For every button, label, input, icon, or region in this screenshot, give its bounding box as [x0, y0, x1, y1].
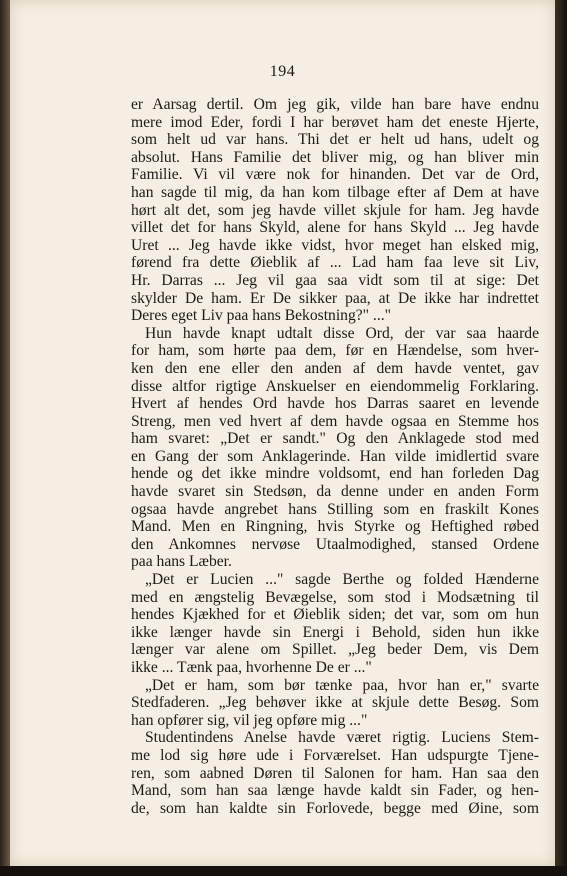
text-line: en Gang der som Anklagerinde. Han vilde imidlertid svare [131, 447, 539, 465]
text-line: Mand, som han saa længe havde kaldt sin Fader, og hen- [131, 782, 539, 800]
text-line: Stedfaderen. „Jeg behøver ikke at skjule dette Besøg. Som [131, 694, 539, 712]
text-line: ogsaa havde angrebet hans Stilling som en fraskilt Kones [131, 500, 539, 518]
text-line: hendes Kjækhed for et Øieblik siden; det var, som om hun [131, 606, 539, 624]
text-line: hørt alt det, som jeg havde villet skjule for ham. Jeg havde [131, 201, 539, 219]
text-line: de, som han kaldte sin Forlovede, begge med Øine, som [131, 799, 539, 817]
text-line: Hr. Darras ... Jeg vil gaa saa vidt som til at sige: Det [131, 271, 539, 289]
text-line: ken den ene eller den anden af dem havde ventet, gav [131, 359, 539, 377]
text-line: mere imod Eder, fordi I har berøvet ham det eneste Hjerte, [131, 113, 539, 131]
text-line: med en ængstelig Bevægelse, som stod i Modsætning til [131, 588, 539, 606]
text-line: ren, som aabned Døren til Salonen for ham. Han saa den [131, 764, 539, 782]
text-line: den Ankomnes nervøse Utaalmodighed, stansed Ordene [131, 535, 539, 553]
text-line: ham svaret: „Det er sandt." Og den Anklagede stod med [131, 430, 539, 448]
text-line: skylder De ham. Er De sikker paa, at De ikke har indrettet [131, 289, 539, 307]
text-line: han sagde til mig, da han kom tilbage efter af Dem at have [131, 183, 539, 201]
text-line: Streng, men ved hvert af dem havde ogsaa en Stemme hos [131, 412, 539, 430]
text-line: ikke længer havde sin Energi i Behold, siden hun ikke [131, 623, 539, 641]
text-line: som helt ud var hans. Thi det er helt ud hans, udelt og [131, 131, 539, 149]
text-line: „Det er ham, som bør tænke paa, hvor han er," svarte [145, 676, 539, 694]
book-bottom-edge [0, 866, 567, 876]
text-line: „Det er Lucien ..." sagde Berthe og folded Hænderne [145, 571, 539, 589]
page-number: 194 [269, 63, 296, 80]
text-line: Deres eget Liv paa hans Bekostning?" ..." [131, 307, 391, 325]
text-line: ikke ... Tænk paa, hvorhenne De er ..." [131, 659, 372, 676]
text-line: er Aarsag dertil. Om jeg gik, vilde han bare have endnu [131, 96, 539, 113]
text-line: førend fra dette Øieblik af ... Lad ham faa leve sit Liv, [131, 254, 539, 272]
text-line: for ham, som hørte paa dem, før en Hændelse, som hver- [131, 342, 539, 360]
book-gutter-shadow [0, 0, 10, 876]
book-edge [555, 0, 567, 876]
text-line: villet det for hans Skyld, alene for hans Skyld ... Jeg havde [131, 219, 539, 237]
text-line: længer var alene om Spillet. „Jeg beder Dem, vis Dem [131, 641, 539, 659]
text-line: hende og det ikke mindre voldsomt, end han forleden Dag [131, 465, 539, 483]
text-line: Uret ... Jeg havde ikke vidst, hvor meget han elsked mig, [131, 236, 539, 254]
text-line: me lod sig høre ude i Forværelset. Han udspurgte Tjene- [131, 746, 539, 764]
text-line: Hun havde knapt udtalt disse Ord, der var saa haarde [145, 324, 539, 342]
text-line: disse altfor rigtige Anskuelser en eiendommelig Forklaring. [131, 377, 539, 395]
book-page [10, 0, 555, 866]
text-line: han opfører sig, vil jeg opføre mig ..." [131, 711, 368, 729]
text-line: Hvert af hendes Ord havde hos Darras saaret en levende [131, 395, 539, 413]
text-line: absolut. Hans Familie det bliver mig, og han bliver min [131, 148, 539, 166]
text-line: Mand. Men en Ringning, hvis Styrke og Heftighed røbed [131, 518, 539, 536]
text-line: Familie. Vi vil være nok for hinanden. Det var de Ord, [131, 166, 539, 184]
text-line: havde svaret sin Stedsøn, da denne under en anden Form [131, 483, 539, 501]
body-text [131, 96, 539, 817]
text-line: paa hans Læber. [131, 553, 232, 571]
text-line: Studentindens Anelse havde været rigtig. Luciens Stem- [145, 729, 539, 747]
